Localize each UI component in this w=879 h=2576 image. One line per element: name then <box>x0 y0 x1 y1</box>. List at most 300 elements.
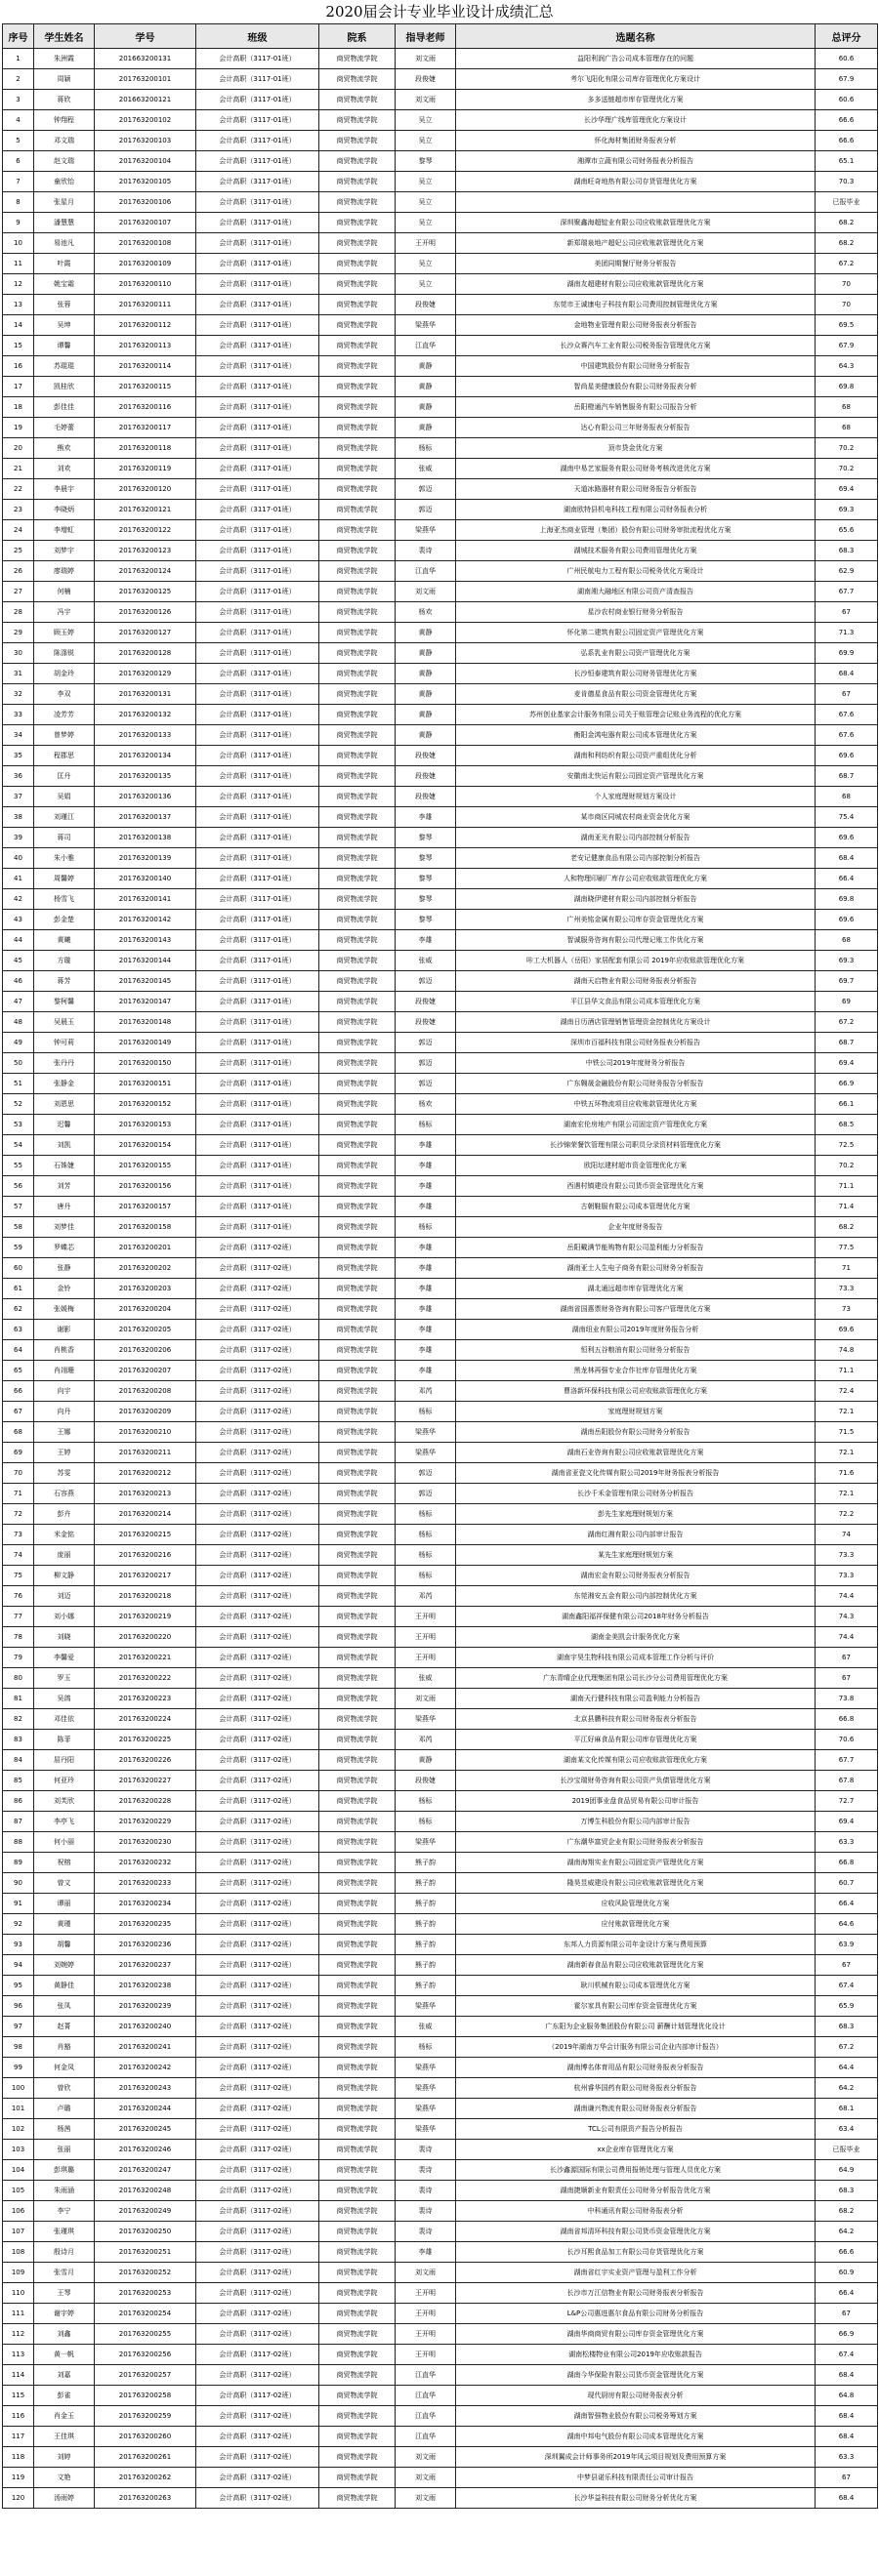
cell-department: 商贸物流学院 <box>319 1176 396 1197</box>
cell-serial: 68 <box>3 1422 34 1443</box>
cell-advisor: 邓芮 <box>396 1381 456 1402</box>
cell-serial: 16 <box>3 356 34 377</box>
cell-serial: 92 <box>3 1914 34 1935</box>
cell-serial: 118 <box>3 2447 34 2468</box>
cell-serial: 27 <box>3 582 34 602</box>
cell-advisor: 张威 <box>396 2017 456 2037</box>
cell-serial: 82 <box>3 1709 34 1730</box>
cell-student-id: 201763200261 <box>95 2447 196 2468</box>
table-row <box>3 1094 878 1115</box>
cell-class: 会计高职（3117-01班） <box>196 131 319 151</box>
cell-department: 商贸物流学院 <box>319 1053 396 1074</box>
table-row <box>3 1730 878 1750</box>
cell-advisor: 杨标 <box>396 1566 456 1586</box>
cell-department: 商贸物流学院 <box>319 2488 396 2509</box>
cell-student-id: 201763200125 <box>95 582 196 602</box>
cell-student-id: 201763200117 <box>95 418 196 438</box>
cell-student-id: 201763200121 <box>95 500 196 520</box>
cell-total-score: 70.6 <box>816 1730 878 1750</box>
cell-advisor: 熊子韵 <box>396 1873 456 1894</box>
cell-student-name: 邓文瑞 <box>34 131 95 151</box>
cell-student-id: 201763200259 <box>95 2406 196 2427</box>
cell-student-id: 201763200103 <box>95 131 196 151</box>
cell-department: 商贸物流学院 <box>319 930 396 951</box>
cell-class: 会计高职（3117-02班） <box>196 1402 319 1422</box>
cell-student-name: 肖金玉 <box>34 2406 95 2427</box>
cell-total-score: 68.7 <box>816 766 878 787</box>
cell-total-score: 67.2 <box>816 2037 878 2058</box>
cell-department: 商贸物流学院 <box>319 889 396 910</box>
cell-serial: 98 <box>3 2037 34 2058</box>
cell-class: 会计高职（3117-02班） <box>196 1750 319 1771</box>
cell-serial: 99 <box>3 2058 34 2078</box>
cell-serial: 84 <box>3 1750 34 1771</box>
cell-serial: 62 <box>3 1299 34 1320</box>
cell-advisor: 裴诗 <box>396 2201 456 2222</box>
cell-class: 会计高职（3117-01班） <box>196 315 319 336</box>
cell-topic: 广州美铭金属有限公司库存资金管理优化方案 <box>456 910 816 930</box>
cell-advisor: 梁燕华 <box>396 2058 456 2078</box>
cell-student-name: 毛婷蕾 <box>34 418 95 438</box>
table-row <box>3 1689 878 1709</box>
sheet-title: 2020届会计专业毕业设计成绩汇总 <box>325 3 554 20</box>
cell-advisor: 黄静 <box>396 397 456 418</box>
cell-serial: 66 <box>3 1381 34 1402</box>
table-row <box>3 1033 878 1053</box>
cell-student-name: 凯桂欣 <box>34 377 95 397</box>
cell-serial: 15 <box>3 336 34 356</box>
cell-total-score: 68.2 <box>816 2201 878 2222</box>
cell-advisor: 裴诗 <box>396 2222 456 2242</box>
cell-advisor: 江直华 <box>396 561 456 582</box>
cell-topic: 湖南欧特县机电科技工程有限公司财务报表分析 <box>456 500 816 520</box>
cell-total-score: 68.2 <box>816 213 878 233</box>
cell-department: 商贸物流学院 <box>319 418 396 438</box>
cell-department: 商贸物流学院 <box>319 1525 396 1545</box>
cell-topic: 湘潭市立蔬有限公司财务报表分析报告 <box>456 151 816 172</box>
cell-student-id: 201763200219 <box>95 1607 196 1627</box>
cell-total-score: 73.3 <box>816 1545 878 1566</box>
cell-advisor: 李雄 <box>396 807 456 828</box>
cell-student-id: 201763200255 <box>95 2324 196 2345</box>
table-row <box>3 1279 878 1299</box>
cell-topic: 湖南省邦清环科技有限公司货币资金管理优化方案 <box>456 2222 816 2242</box>
cell-class: 会计高职（3117-01班） <box>196 172 319 192</box>
table-row <box>3 520 878 541</box>
cell-department: 商贸物流学院 <box>319 192 396 213</box>
cell-topic: 平江县华文食品有限公司成本管理优化方案 <box>456 992 816 1012</box>
cell-serial: 102 <box>3 2119 34 2140</box>
cell-student-name: 冯宇 <box>34 602 95 623</box>
cell-class: 会计高职（3117-01班） <box>196 336 319 356</box>
cell-student-name: 金铃 <box>34 1279 95 1299</box>
cell-department: 商贸物流学院 <box>319 1955 396 1976</box>
cell-student-id: 201763200221 <box>95 1648 196 1668</box>
cell-student-id: 201763200144 <box>95 951 196 971</box>
cell-total-score: 69.6 <box>816 910 878 930</box>
cell-serial: 101 <box>3 2099 34 2119</box>
cell-serial: 85 <box>3 1771 34 1791</box>
cell-class: 会计高职（3117-02班） <box>196 2181 319 2201</box>
cell-serial: 95 <box>3 1976 34 1996</box>
cell-class: 会计高职（3117-02班） <box>196 1299 319 1320</box>
cell-student-id: 201763200119 <box>95 459 196 479</box>
cell-serial: 58 <box>3 1217 34 1238</box>
cell-department: 商贸物流学院 <box>319 746 396 766</box>
cell-topic: 长沙鑫源国际有限公司费用报销处理与管理人员优化方案 <box>456 2160 816 2181</box>
table-row <box>3 828 878 848</box>
cell-topic: 湖南省红宇实业资产管理与盈利工作分析 <box>456 2263 816 2283</box>
table-row <box>3 2058 878 2078</box>
cell-topic: 曹洛新环保科技有限公司应收账款管理优化方案 <box>456 1381 816 1402</box>
cell-class: 会计高职（3117-02班） <box>196 2119 319 2140</box>
table-row <box>3 69 878 90</box>
table-row <box>3 418 878 438</box>
cell-topic: 怀化海材集团财务报表分析 <box>456 131 816 151</box>
cell-department: 商贸物流学院 <box>319 69 396 90</box>
cell-class: 会计高职（3117-02班） <box>196 1320 319 1340</box>
cell-advisor: 刘文雨 <box>396 582 456 602</box>
cell-department: 商贸物流学院 <box>319 172 396 192</box>
cell-topic: 隆昊昱威建设有限公司应收账款管理优化方案 <box>456 1873 816 1894</box>
table-row <box>3 869 878 889</box>
table-body <box>3 49 878 2509</box>
cell-topic: 长沙锦荣餐饮管理有限公司职员分录资材料管理优化方案 <box>456 1135 816 1156</box>
cell-student-name: 何金凤 <box>34 2058 95 2078</box>
cell-topic: 现代厨房有限公司财务报表分析 <box>456 2386 816 2406</box>
cell-advisor: 李雄 <box>396 1279 456 1299</box>
cell-topic: 湖南石业咨询有限公司应收账款管理优化方案 <box>456 1443 816 1463</box>
table-row <box>3 951 878 971</box>
cell-department: 商贸物流学院 <box>319 2345 396 2365</box>
cell-total-score: 62.9 <box>816 561 878 582</box>
header-advisor: 指导老师 <box>396 24 456 49</box>
cell-student-id: 201763200245 <box>95 2119 196 2140</box>
cell-serial: 89 <box>3 1853 34 1873</box>
cell-topic: 湖南中易艺家服务有限公司财务考核改进优化方案 <box>456 459 816 479</box>
cell-department: 商贸物流学院 <box>319 1935 396 1955</box>
cell-department: 商贸物流学院 <box>319 1586 396 1607</box>
cell-advisor: 黄静 <box>396 418 456 438</box>
table-row <box>3 397 878 418</box>
cell-advisor: 黎琴 <box>396 151 456 172</box>
cell-department: 商贸物流学院 <box>319 1771 396 1791</box>
cell-topic: 个人家庭理财规划方案设计 <box>456 787 816 807</box>
cell-class: 会计高职（3117-02班） <box>196 2345 319 2365</box>
cell-department: 商贸物流学院 <box>319 1832 396 1853</box>
cell-serial: 36 <box>3 766 34 787</box>
cell-student-id: 201763200248 <box>95 2181 196 2201</box>
cell-serial: 19 <box>3 418 34 438</box>
table-row <box>3 746 878 766</box>
cell-topic: 人和物理印刷厂库存公司应收账款管理优化方案 <box>456 869 816 889</box>
cell-student-name: 谭丽 <box>34 1894 95 1914</box>
cell-serial: 87 <box>3 1812 34 1832</box>
table-row <box>3 2160 878 2181</box>
cell-advisor: 吴立 <box>396 213 456 233</box>
cell-serial: 106 <box>3 2201 34 2222</box>
cell-department: 商贸物流学院 <box>319 2078 396 2099</box>
cell-student-id: 201763200212 <box>95 1463 196 1484</box>
cell-student-id: 201763200214 <box>95 1504 196 1525</box>
cell-total-score: 69.6 <box>816 1320 878 1340</box>
cell-student-name: 刘芙欣 <box>34 1791 95 1812</box>
cell-student-id: 201763200204 <box>95 1299 196 1320</box>
cell-advisor: 黄静 <box>396 643 456 664</box>
cell-department: 商贸物流学院 <box>319 1873 396 1894</box>
cell-class: 会计高职（3117-01班） <box>196 418 319 438</box>
cell-topic: 欧阳坛建材超市资金管理优化方案 <box>456 1156 816 1176</box>
cell-department: 商贸物流学院 <box>319 1484 396 1504</box>
cell-advisor: 刘文雨 <box>396 2488 456 2509</box>
cell-student-name: 叶霞 <box>34 254 95 274</box>
cell-department: 商贸物流学院 <box>319 1648 396 1668</box>
cell-student-name: 胡金玲 <box>34 664 95 684</box>
cell-class: 会计高职（3117-02班） <box>196 1791 319 1812</box>
cell-class: 会计高职（3117-02班） <box>196 1914 319 1935</box>
cell-total-score: 66.4 <box>816 1894 878 1914</box>
cell-topic: 耿川机械有限公司成本管理优化方案 <box>456 1976 816 1996</box>
cell-serial: 54 <box>3 1135 34 1156</box>
cell-serial: 46 <box>3 971 34 992</box>
table-row <box>3 1894 878 1914</box>
cell-student-name: 赵菁 <box>34 2017 95 2037</box>
cell-advisor: 江直华 <box>396 2386 456 2406</box>
cell-department: 商贸物流学院 <box>319 1668 396 1689</box>
cell-total-score: 64.3 <box>816 356 878 377</box>
cell-student-id: 201763200218 <box>95 1586 196 1607</box>
cell-topic: 湖南金美凯会计服务优化方案 <box>456 1627 816 1648</box>
header-topic: 选题名称 <box>456 24 816 49</box>
cell-class: 会计高职（3117-01班） <box>196 848 319 869</box>
cell-department: 商贸物流学院 <box>319 2304 396 2324</box>
table-row <box>3 274 878 295</box>
cell-advisor: 李雄 <box>396 1258 456 1279</box>
cell-student-id: 201763200148 <box>95 1012 196 1033</box>
cell-serial: 63 <box>3 1320 34 1340</box>
cell-serial: 32 <box>3 684 34 705</box>
cell-department: 商贸物流学院 <box>319 1627 396 1648</box>
table-row <box>3 602 878 623</box>
cell-topic: 湖南谦兴物流有限公司财务报表分析报告 <box>456 2099 816 2119</box>
cell-topic: 中科通讯有限公司财务报表分析 <box>456 2201 816 2222</box>
table-row <box>3 254 878 274</box>
cell-serial: 67 <box>3 1402 34 1422</box>
cell-advisor: 杨标 <box>396 1115 456 1135</box>
cell-department: 商贸物流学院 <box>319 684 396 705</box>
cell-topic: 湖南今华保险有限公司货币资金管理优化方案 <box>456 2365 816 2386</box>
cell-serial: 88 <box>3 1832 34 1853</box>
cell-class: 会计高职（3117-01班） <box>196 602 319 623</box>
cell-department: 商贸物流学院 <box>319 1340 396 1361</box>
cell-advisor: 梁燕华 <box>396 2099 456 2119</box>
cell-student-name: 张星月 <box>34 192 95 213</box>
cell-topic: 湖南湘大融地区有限公司资产清查报告 <box>456 582 816 602</box>
cell-advisor: 黎琴 <box>396 848 456 869</box>
cell-department: 商贸物流学院 <box>319 664 396 684</box>
cell-total-score: 67 <box>816 1955 878 1976</box>
cell-serial: 22 <box>3 479 34 500</box>
cell-student-name: 迟馨 <box>34 1115 95 1135</box>
cell-student-name: 蒋司 <box>34 828 95 848</box>
cell-serial: 97 <box>3 2017 34 2037</box>
cell-topic: 顶市贷金优化方案 <box>456 438 816 459</box>
cell-student-id: 201763200216 <box>95 1545 196 1566</box>
table-row <box>3 1914 878 1935</box>
cell-serial: 77 <box>3 1607 34 1627</box>
cell-department: 商贸物流学院 <box>319 1012 396 1033</box>
cell-class: 会计高职（3117-02班） <box>196 1996 319 2017</box>
table-row <box>3 664 878 684</box>
cell-department: 商贸物流学院 <box>319 2017 396 2037</box>
table-row <box>3 1463 878 1484</box>
cell-total-score: 68.2 <box>816 233 878 254</box>
cell-student-id: 201763200232 <box>95 1853 196 1873</box>
cell-student-name: 钟可莉 <box>34 1033 95 1053</box>
cell-topic: 深圳聚鑫海超锭业有限公司应收账款管理优化方案 <box>456 213 816 233</box>
cell-advisor: 裴诗 <box>396 2160 456 2181</box>
cell-department: 商贸物流学院 <box>319 1914 396 1935</box>
cell-total-score: 72.1 <box>816 1484 878 1504</box>
cell-student-name: 彭雀 <box>34 2386 95 2406</box>
cell-total-score: 68 <box>816 418 878 438</box>
cell-class: 会计高职（3117-02班） <box>196 2468 319 2488</box>
table-row <box>3 377 878 397</box>
cell-class: 会计高职（3117-01班） <box>196 1094 319 1115</box>
table-row <box>3 910 878 930</box>
table-row <box>3 1955 878 1976</box>
table-row <box>3 500 878 520</box>
cell-advisor: 郭迈 <box>396 1484 456 1504</box>
table-row <box>3 1258 878 1279</box>
cell-department: 商贸物流学院 <box>319 2468 396 2488</box>
cell-total-score: 69.6 <box>816 746 878 766</box>
cell-student-name: 刘小娜 <box>34 1607 95 1627</box>
cell-student-name: 吴娟 <box>34 787 95 807</box>
cell-class: 会计高职（3117-02班） <box>196 1935 319 1955</box>
table-row <box>3 213 878 233</box>
cell-student-name: 熊欢 <box>34 438 95 459</box>
cell-student-name: 李晓炳 <box>34 500 95 520</box>
cell-student-name: 刘鑫 <box>34 2324 95 2345</box>
cell-student-id: 201763200101 <box>95 69 196 90</box>
table-row <box>3 1648 878 1668</box>
cell-student-name: 张丽 <box>34 2140 95 2160</box>
cell-department: 商贸物流学院 <box>319 1033 396 1053</box>
cell-student-name: 刘晓 <box>34 1627 95 1648</box>
table-row <box>3 1504 878 1525</box>
cell-class: 会计高职（3117-01班） <box>196 766 319 787</box>
cell-advisor: 杨标 <box>396 1504 456 1525</box>
cell-advisor: 裴诗 <box>396 2181 456 2201</box>
table-row <box>3 1607 878 1627</box>
cell-total-score: 70 <box>816 274 878 295</box>
cell-department: 商贸物流学院 <box>319 274 396 295</box>
cell-department: 商贸物流学院 <box>319 787 396 807</box>
cell-class: 会计高职（3117-01班） <box>196 110 319 131</box>
cell-advisor: 熊子韵 <box>396 1935 456 1955</box>
cell-total-score: 70.2 <box>816 1156 878 1176</box>
cell-department: 商贸物流学院 <box>319 459 396 479</box>
cell-total-score: 74.4 <box>816 1586 878 1607</box>
cell-advisor: 刘文雨 <box>396 1689 456 1709</box>
cell-topic: 长沙宝瑞财务咨询有限公司资产负债管理优化方案 <box>456 1771 816 1791</box>
cell-student-id: 201763200240 <box>95 2017 196 2037</box>
cell-serial: 114 <box>3 2365 34 2386</box>
cell-total-score: 69.4 <box>816 1053 878 1074</box>
cell-student-name: 周颖 <box>34 69 95 90</box>
cell-student-id: 201763200209 <box>95 1402 196 1422</box>
cell-serial: 55 <box>3 1156 34 1176</box>
cell-total-score: 68 <box>816 930 878 951</box>
cell-class: 会计高职（3117-01班） <box>196 1135 319 1156</box>
cell-topic: 多多送链超市库存管理优化方案 <box>456 90 816 110</box>
cell-topic: 湖南日历酒店管理销售管理资金控制优化方案设计 <box>456 1012 816 1033</box>
table-row <box>3 110 878 131</box>
cell-class: 会计高职（3117-01班） <box>196 910 319 930</box>
cell-total-score: 73.3 <box>816 1566 878 1586</box>
cell-class: 会计高职（3117-02班） <box>196 2140 319 2160</box>
cell-total-score: 60.6 <box>816 49 878 69</box>
cell-class: 会计高职（3117-01班） <box>196 746 319 766</box>
cell-student-name: 潘慧慧 <box>34 213 95 233</box>
cell-total-score: 68.3 <box>816 2017 878 2037</box>
cell-serial: 76 <box>3 1586 34 1607</box>
cell-serial: 33 <box>3 705 34 725</box>
cell-department: 商贸物流学院 <box>319 582 396 602</box>
cell-advisor: 吴立 <box>396 274 456 295</box>
cell-class: 会计高职（3117-02班） <box>196 1648 319 1668</box>
cell-department: 商贸物流学院 <box>319 2140 396 2160</box>
cell-serial: 72 <box>3 1504 34 1525</box>
cell-total-score: 75.4 <box>816 807 878 828</box>
cell-topic: 2019团事业盘食品贸易有限公司审计报告 <box>456 1791 816 1812</box>
cell-student-id: 201763200143 <box>95 930 196 951</box>
cell-student-name: 张丹丹 <box>34 1053 95 1074</box>
cell-student-id: 201763200136 <box>95 787 196 807</box>
cell-department: 商贸物流学院 <box>319 910 396 930</box>
cell-total-score: 70.2 <box>816 459 878 479</box>
cell-topic: 湖南纽业有限公司2019年度财务报告分析 <box>456 1320 816 1340</box>
cell-department: 商贸物流学院 <box>319 1976 396 1996</box>
cell-total-score: 72.5 <box>816 1135 878 1156</box>
cell-advisor: 张威 <box>396 951 456 971</box>
cell-serial: 50 <box>3 1053 34 1074</box>
cell-total-score: 66.8 <box>816 1709 878 1730</box>
cell-department: 商贸物流学院 <box>319 110 396 131</box>
cell-class: 会计高职（3117-01班） <box>196 1012 319 1033</box>
cell-student-name: 刘婷 <box>34 2447 95 2468</box>
cell-topic: 岳阳橙通汽车销售服务有限公司报告分析 <box>456 397 816 418</box>
cell-serial: 28 <box>3 602 34 623</box>
cell-advisor: 杨标 <box>396 1791 456 1812</box>
cell-topic: 万博生科股份有限公司内部审计报告 <box>456 1812 816 1832</box>
cell-topic: 湖南省亚瓷文化传媒有限公司2019年财务报表分析报告 <box>456 1463 816 1484</box>
cell-topic <box>456 192 816 213</box>
cell-class: 会计高职（3117-02班） <box>196 2160 319 2181</box>
cell-serial: 9 <box>3 213 34 233</box>
cell-topic: 咔工大机器人（岳阳）家居配套有限公司 2019年应收账款管理优化方案 <box>456 951 816 971</box>
cell-advisor: 李雄 <box>396 930 456 951</box>
cell-class: 会计高职（3117-02班） <box>196 1361 319 1381</box>
cell-class: 会计高职（3117-02班） <box>196 1689 319 1709</box>
cell-student-id: 201763200227 <box>95 1771 196 1791</box>
cell-serial: 40 <box>3 848 34 869</box>
cell-class: 会计高职（3117-02班） <box>196 2099 319 2119</box>
cell-class: 会计高职（3117-01班） <box>196 438 319 459</box>
cell-department: 商贸物流学院 <box>319 643 396 664</box>
cell-total-score: 70 <box>816 295 878 315</box>
